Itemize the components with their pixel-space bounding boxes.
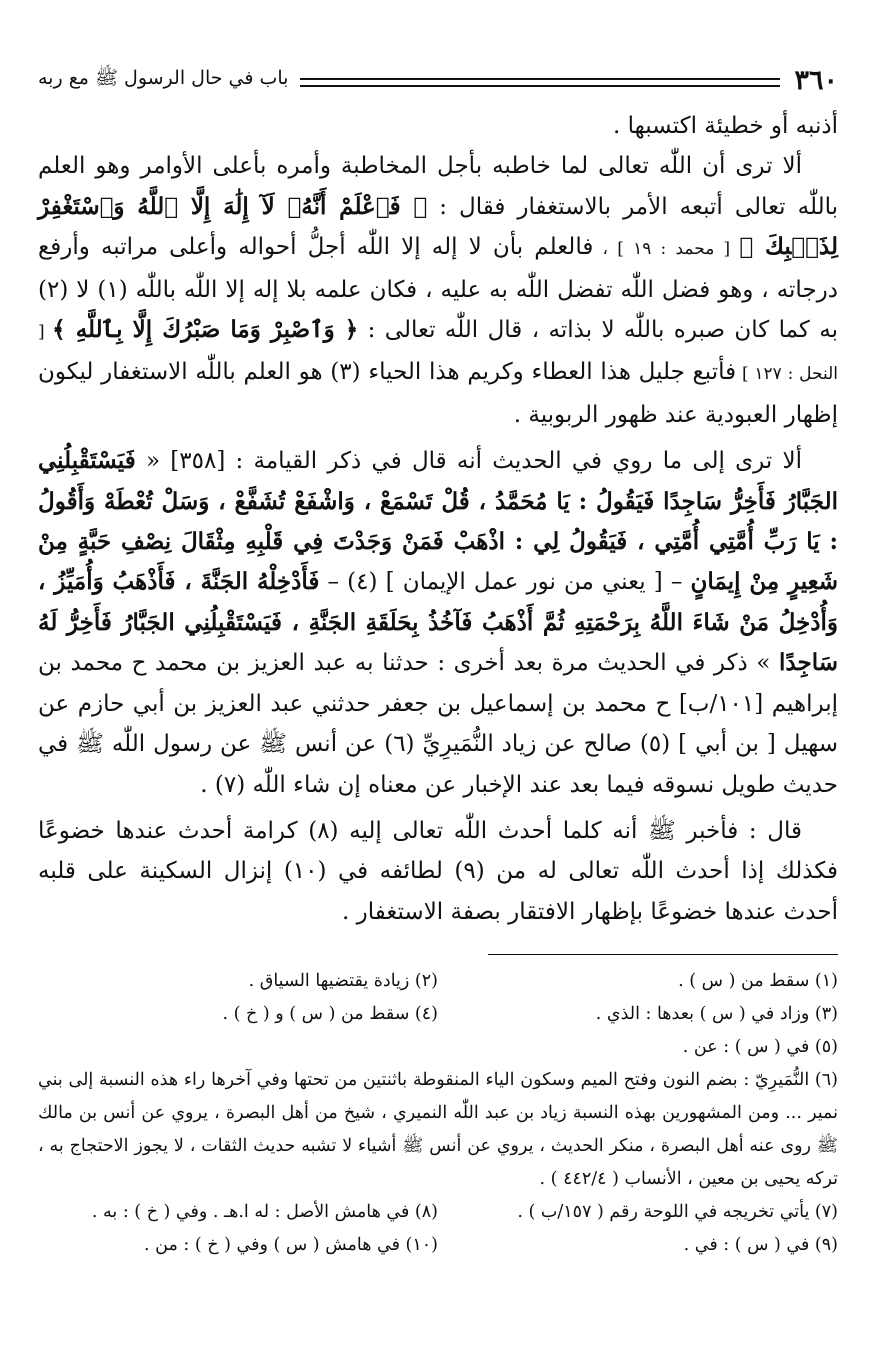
paragraph-2 <box>38 146 838 435</box>
running-title: باب في حال الرسول ﷺ مع ربه <box>38 67 289 89</box>
book-page <box>38 60 838 1262</box>
paragraph-3-text-c: » ذكر في الحديث مرة بعد أخرى : حدثنا به عبد العزيز بن محمد ح محمد بن إبراهيم [١٠١/ب] ح محمد بن إسماعيل بن جعفر حدثني عبد العزيز بن أبي حازم عن سهيل [ بن أبي ] (٥) صالح عن زياد النُّمَيرِيِّ (٦) عن أنس ﷺ عن رسول اللّٰه ﷺ في حديث طويل نسوقه فيما بعد عند الإخبار عن معناه إن شاء اللّٰه (٧) . <box>38 650 839 798</box>
footnote-1: (١) سقط من ( س ) . <box>678 971 838 992</box>
footnote-4: (٤) سقط من ( س ) و ( خ ) . <box>222 1004 438 1025</box>
hadith-text-2: فَأَدْخِلْهُ الجَنَّةَ ، فَأَذْهَبُ وَأُمَيِّزُ ، وَأُدْخِلُ مَنْ شَاءَ اللَّهُ بِرَحْمَتِهِ ثُمَّ أَذْهَبُ فَآخُذُ بِحَلَقَةِ الجَنَّةِ ، فَيَسْتَقْبِلُنِي الجَبَّارُ فَأَخِرُّ لَهُ سَاجِدًا <box>38 568 838 677</box>
paragraph-1 <box>38 106 838 146</box>
paragraph-2-text-a: ألا ترى أن اللّٰه تعالى لما خاطبه بأجل المخاطبة وأمره بأعلى الأوامر وهو العلم باللّٰه تعالى أتبعه الأمر بالاستغفار فقال : <box>38 153 838 220</box>
footnote-row <box>38 1196 838 1229</box>
footnote-2: (٢) زيادة يقتضيها السياق . <box>248 971 438 992</box>
paragraph-4-text: قال : فأخبر ﷺ أنه كلما أحدث اللّٰه تعالى إليه (٨) كرامة أحدث عندها خضوعًا فكذلك إذا أحدث اللّٰه تعالى له من (٩) لطائفه في (١٠) إنزال السكينة على قلبه أحدث عندها خضوعًا بإظهار الافتقار بصفة الاستغفار . <box>38 817 838 925</box>
quran-verse-1: ﴿ فَٱعْلَمْ أَنَّهُۥ لَآ إِلَٰهَ إِلَّا ٱللَّهُ وَٱسْتَغْفِرْ لِذَنۢبِكَ ﴾ <box>38 192 838 261</box>
footnote-row <box>38 1229 838 1262</box>
verse-reference-2: [ النحل : ١٢٧ ] <box>38 322 838 385</box>
footnotes <box>38 965 838 1262</box>
paragraph-1-text: أذنبه أو خطيئة اكتسبها . <box>612 113 838 139</box>
footnote-5: (٥) في ( س ) : عن . <box>682 1037 838 1058</box>
paragraph-2-text-c: فأتبع جليل هذا العطاء وكريم هذا الحياء (٣) هو العلم باللّٰه الاستغفار ليكون إظهار العبودية عند ظهور الربوبية . <box>38 359 838 428</box>
footnote-row <box>38 965 838 998</box>
quran-verse-2: ﴿ وَٱصْبِرْ وَمَا صَبْرُكَ إِلَّا بِٱللَّهِ ﴾ <box>52 316 359 344</box>
paragraph-3 <box>38 441 838 805</box>
footnote-3: (٣) وزاد في ( س ) بعدها : الذي . <box>595 1004 838 1025</box>
main-text <box>38 106 838 932</box>
header-double-rule <box>300 78 780 87</box>
page-number: ٣٦٠ <box>794 64 838 96</box>
footnote-10: (١٠) في هامش ( س ) وفي ( خ ) : من . <box>144 1235 438 1256</box>
hadith-text-1: فَيَسْتَقْبِلُنِي الجَبَّارُ فَأَخِرُّ سَاجِدًا فَيَقُولُ : يَا مُحَمَّدُ ، قُلْ تَسْمَعْ ، وَاشْفَعْ تُشَفَّعْ ، وَسَلْ تُعْطَهْ وَأَقُولُ : يَا رَبِّ أُمَّتِي أُمَّتِي ، فَيَقُولُ لِي : اذْهَبْ فَمَنْ وَجَدْتَ فِي قَلْبِهِ مِثْقَالَ نِصْفِ حَبَّةٍ مِنْ شَعِيرٍ مِنْ إِيمَانٍ <box>38 447 838 596</box>
footnote-9: (٩) في ( س ) : في . <box>683 1235 838 1256</box>
footnote-7: (٧) يأتي تخريجه في اللوحة رقم ( ١٥٧/ب ) . <box>517 1202 838 1223</box>
footnote-row <box>38 1031 838 1064</box>
footnote-row <box>38 998 838 1031</box>
footnote-8: (٨) في هامش الأصل : له ا.هـ . وفي ( خ ) : به . <box>91 1202 438 1223</box>
paragraph-4 <box>38 811 838 932</box>
verse-reference-1: [ محمد : ١٩ ] ، <box>593 239 740 260</box>
footnote-separator <box>488 954 838 955</box>
paragraph-3-text-b: – [ يعني من نور عمل الإيمان ] (٤) – <box>319 569 691 596</box>
paragraph-2-text-b: فالعلم بأن لا إله إلا اللّٰه أجلُّ أحواله وأعلى مراتبه وأرفع درجاته ، وهو فضل اللّٰه تفضل اللّٰه به عليه ، فكان علمه بلا إله إلا اللّٰه باللّٰه (١) لا (٢) به كما كان صبره باللّٰه لا بذاته ، قال اللّٰه تعالى : <box>38 234 839 344</box>
paragraph-3-text-a: ألا ترى إلى ما روي في الحديث أنه قال في ذكر القيامة : [٣٥٨] « <box>135 448 802 475</box>
page-header <box>38 60 838 100</box>
footnote-6: (٦) النُّمَيرِيّ : بضم النون وفتح الميم وسكون الياء المنقوطة باثنتين من تحتها وفي آخرها راء هذه النسبة إلى بني نمير ... ومن المشهورين بهذه النسبة زياد بن عبد اللّٰه النميري ، شيخ من أهل البصرة ، يروي عن أنس بن مالك ﷺ روى عنه أهل البصرة ، منكر الحديث ، يروي عن أنس ﷺ أشياء لا تشبه حديث الثقات ، لا يجوز الاحتجاج به ، تركه يحيى بن معين ، الأنساب ( ٤٤٢/٤ ) . <box>38 1070 838 1190</box>
